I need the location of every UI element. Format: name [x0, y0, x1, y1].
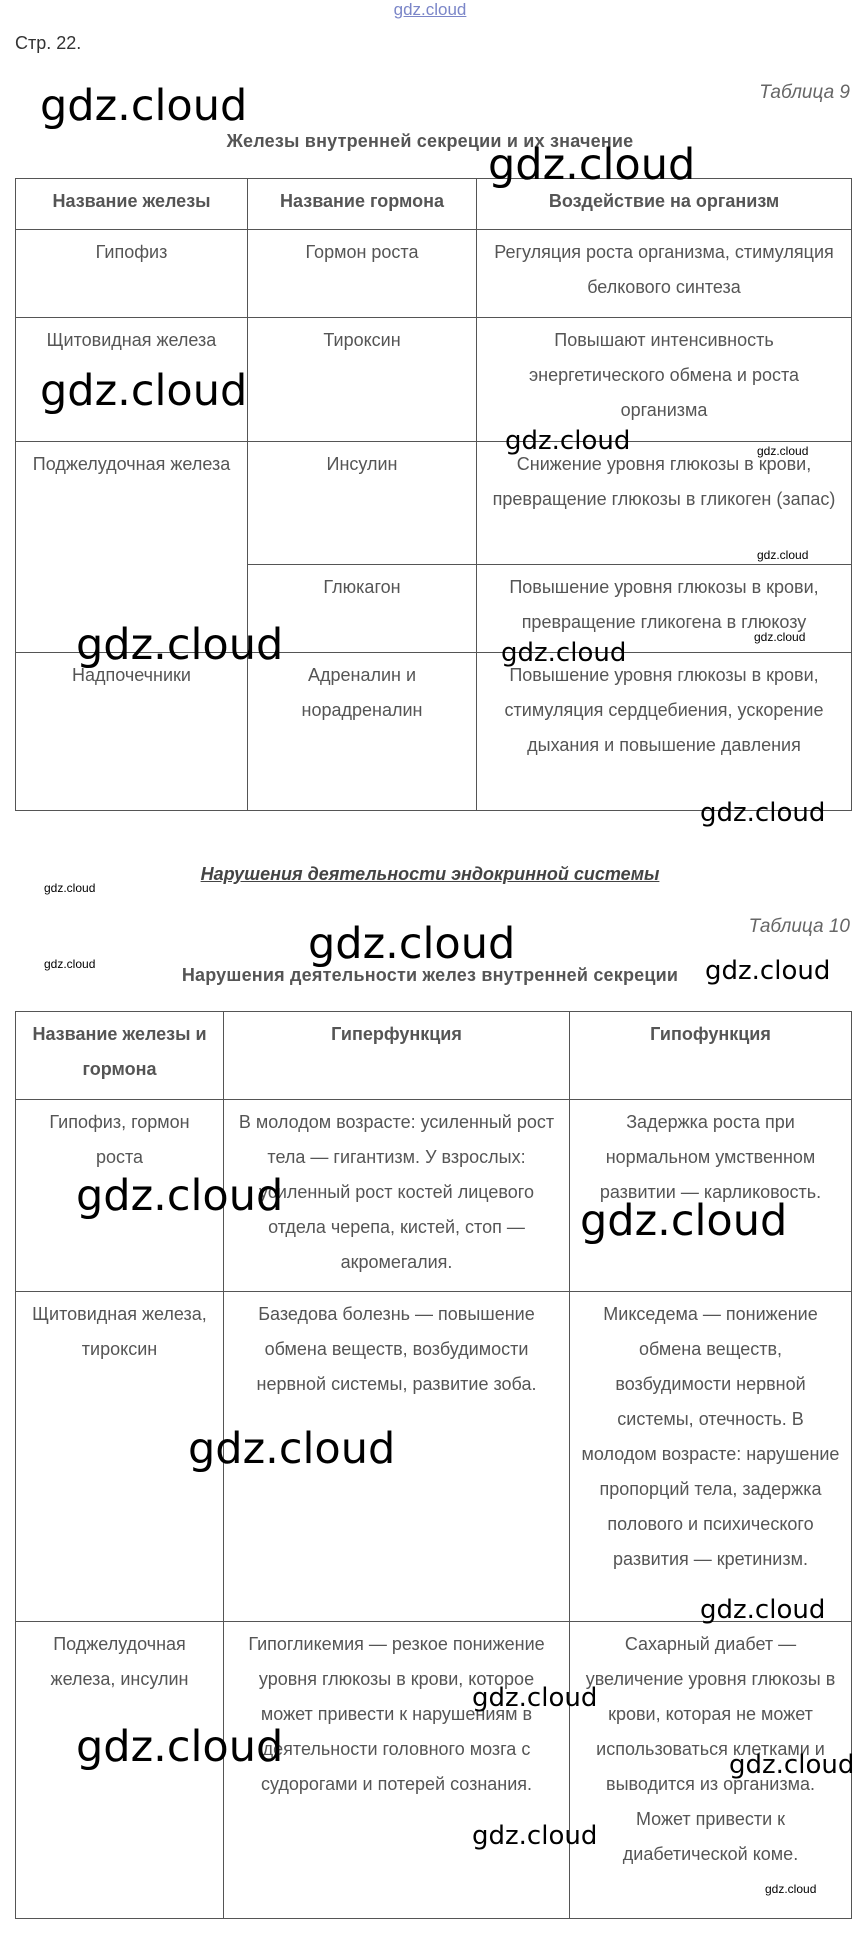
table-9-header-effect: Воздействие на организм [477, 179, 852, 230]
watermark: gdz.cloud [700, 1595, 826, 1625]
hormone-cell: Глюкагон [248, 565, 477, 653]
watermark: gdz.cloud [488, 140, 696, 190]
table-10-title: Нарушения деятельности желез внутренней секреции [181, 965, 679, 985]
hyperfunction-cell: Гипогликемия — резкое понижение уровня глюкозы в крови, которое может привести к нарушениям в деятельности головного мозга с судорогами и потерей сознания. [224, 1622, 570, 1919]
watermark: gdz.cloud [308, 919, 516, 969]
watermark: gdz.cloud [501, 638, 627, 668]
gland-cell: Гипофиз [16, 230, 248, 318]
watermark: gdz.cloud [757, 548, 809, 562]
table-10-header-row [16, 1012, 852, 1100]
watermark: gdz.cloud [76, 620, 284, 670]
table-9-header-row [16, 179, 852, 230]
watermark: gdz.cloud [580, 1196, 788, 1246]
effect-cell: Регуляция роста организма, стимуляция белкового синтеза [477, 230, 852, 318]
watermark: gdz.cloud [754, 630, 806, 644]
effect-cell: Повышение уровня глюкозы в крови, превращение гликогена в глюкозу [477, 565, 852, 653]
watermark: gdz.cloud [76, 1722, 284, 1772]
table-9-header-gland: Название железы [16, 179, 248, 230]
hormone-cell: Тироксин [248, 318, 477, 442]
hormone-cell: Адреналин и норадреналин [248, 653, 477, 811]
watermark: gdz.cloud [40, 366, 248, 416]
hypofunction-cell: Задержка роста при нормальном умственном развитии — карликовость. [570, 1100, 852, 1292]
table-9 [15, 178, 852, 811]
effect-cell: Повышают интенсивность энергетического обмена и роста организма [477, 318, 852, 442]
table-10-number: Таблица 10 [748, 916, 850, 937]
watermark: gdz.cloud [76, 1171, 284, 1221]
watermark: gdz.cloud [700, 798, 826, 828]
effect-cell: Повышение уровня глюкозы в крови, стимуляция сердцебиения, ускорение дыхания и повышение давления [477, 653, 852, 811]
site-watermark-link[interactable]: gdz.cloud [393, 0, 467, 19]
gland-hormone-cell: Поджелудочная железа, инсулин [16, 1622, 224, 1919]
watermark: gdz.cloud [472, 1821, 598, 1851]
gland-hormone-cell: Гипофиз, гормон роста [16, 1100, 224, 1292]
hypofunction-cell: Микседема — понижение обмена веществ, возбудимости нервной системы, отечность. В молодом возрасте: нарушение пропорций тела, задержка полового и психического развития — кретинизм. [570, 1292, 852, 1622]
watermark: gdz.cloud [44, 881, 96, 895]
hyperfunction-cell: В молодом возрасте: усиленный рост тела — гигантизм. У взрослых: усиленный рост костей лицевого отдела черепа, кистей, стоп — акромегалия. [224, 1100, 570, 1292]
gland-hormone-cell: Щитовидная железа, тироксин [16, 1292, 224, 1622]
table-row [16, 1292, 852, 1622]
hormone-cell: Инсулин [248, 442, 477, 565]
watermark: gdz.cloud [765, 1882, 817, 1896]
hypofunction-cell: Сахарный диабет — увеличение уровня глюкозы в крови, которая не может использоваться клетками и выводится из организма. Может привести к диабетической коме. [570, 1622, 852, 1919]
table-9-title: Железы внутренней секреции и их значение [226, 131, 634, 151]
watermark: gdz.cloud [188, 1424, 396, 1474]
table-9-number: Таблица 9 [759, 82, 850, 103]
page-label: Стр. 22. [15, 33, 82, 53]
watermark: gdz.cloud [44, 957, 96, 971]
gland-cell: Надпочечники [16, 653, 248, 811]
watermark: gdz.cloud [729, 1750, 855, 1780]
table-row [16, 230, 852, 318]
watermark: gdz.cloud [757, 444, 809, 458]
effect-cell: Снижение уровня глюкозы в крови, превращение глюкозы в гликоген (запас) [477, 442, 852, 565]
watermark: gdz.cloud [705, 956, 831, 986]
gland-cell: Щитовидная железа [16, 318, 248, 442]
table-10-header-hyper: Гиперфункция [224, 1012, 570, 1100]
table-10 [15, 1011, 855, 1919]
gland-cell: Поджелудочная железа [16, 442, 248, 653]
table-10-header-gland: Название железы и гормона [16, 1012, 224, 1100]
table-row [16, 442, 852, 565]
table-10-header-hypo: Гипофункция [570, 1012, 852, 1100]
hyperfunction-cell: Базедова болезнь — повышение обмена веществ, возбудимости нервной системы, развитие зоба. [224, 1292, 570, 1622]
table-row [16, 653, 852, 811]
hormone-cell: Гормон роста [248, 230, 477, 318]
watermark: gdz.cloud [40, 81, 248, 131]
table-9-header-hormone: Название гормона [248, 179, 477, 230]
watermark: gdz.cloud [472, 1683, 598, 1713]
watermark: gdz.cloud [505, 426, 631, 456]
section-title: Нарушения деятельности эндокринной системы [200, 864, 660, 884]
